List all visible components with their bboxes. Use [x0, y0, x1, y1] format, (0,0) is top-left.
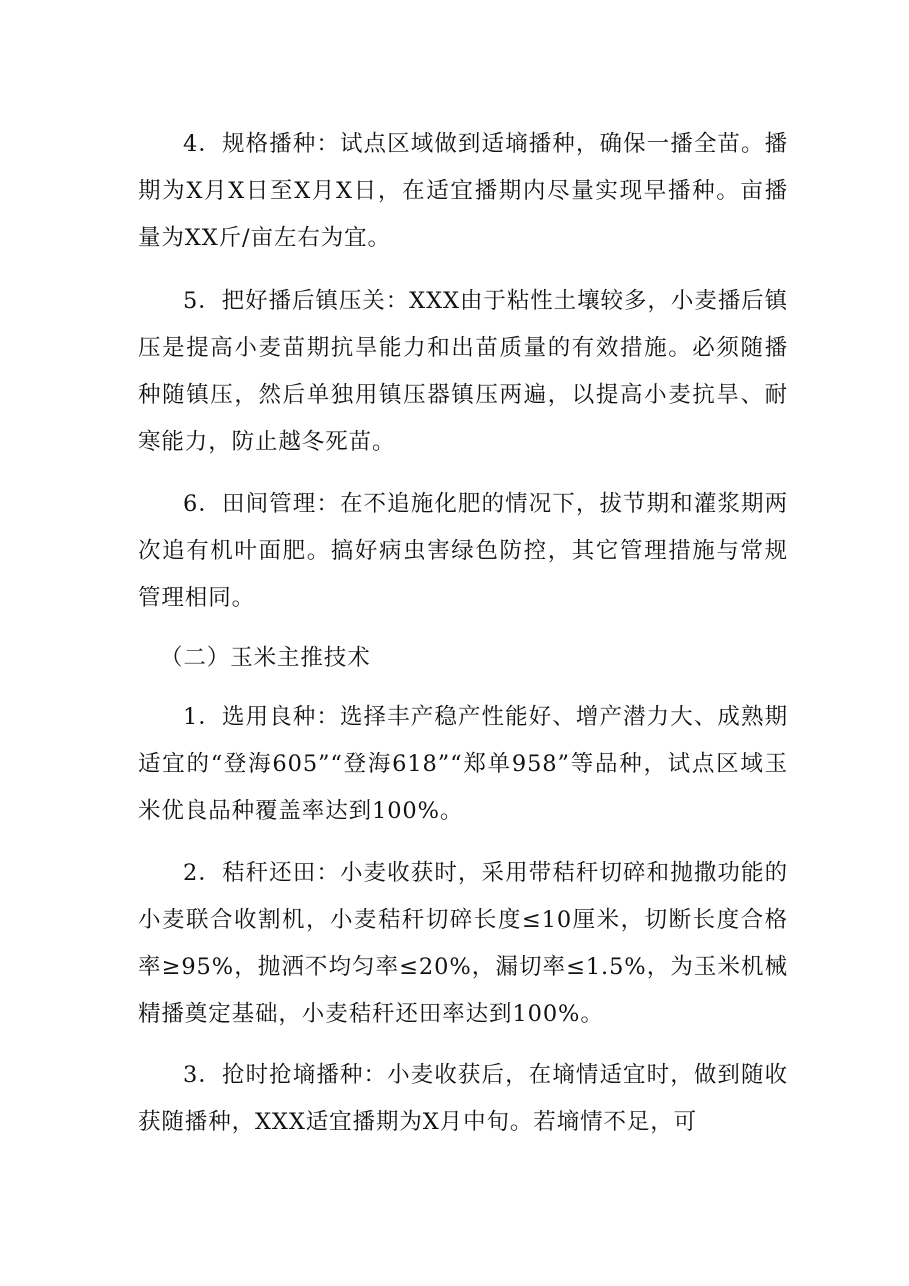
paragraph-sowing-spec: 4．规格播种：试点区域做到适墒播种，确保一播全苗。播期为X月X日至X月X日，在适宜播期内尽量实现早播种。亩播量为XX斤/亩左右为宜。 [138, 131, 788, 251]
paragraph-straw-return: 2．秸秆还田：小麦收获时，采用带秸秆切碎和抛撒功能的小麦联合收割机，小麦秸秆切碎长度≤10厘米，切断长度合格率≥95%，抛洒不均匀率≤20%，漏切率≤1.5%，为玉米机械精播奠定基础，小麦秸秆还田率达到100%。 [138, 860, 788, 1027]
paragraph-variety-selection: 1．选用良种：选择丰产稳产性能好、增产潜力大、成熟期适宜的“登海605”“登海618”“郑单958”等品种，试点区域玉米优良品种覆盖率达到100%。 [138, 704, 788, 824]
paragraph-post-sowing-compaction: 5．把好播后镇压关：XXX由于粘性土壤较多，小麦播后镇压是提高小麦苗期抗旱能力和出苗质量的有效措施。必须随播种随镇压，然后单独用镇压器镇压两遍，以提高小麦抗旱、耐寒能力，防止越冬死苗。 [138, 288, 788, 455]
paragraph-field-management: 6．田间管理：在不追施化肥的情况下，拔节期和灌浆期两次追有机叶面肥。搞好病虫害绿色防控，其它管理措施与常规管理相同。 [138, 491, 788, 611]
paragraph-timely-sowing: 3．抢时抢墒播种：小麦收获后，在墒情适宜时，做到随收获随播种，XXX适宜播期为X月中旬。若墒情不足，可 [138, 1062, 788, 1135]
section-heading-corn-techniques: （二）玉米主推技术 [160, 645, 371, 671]
